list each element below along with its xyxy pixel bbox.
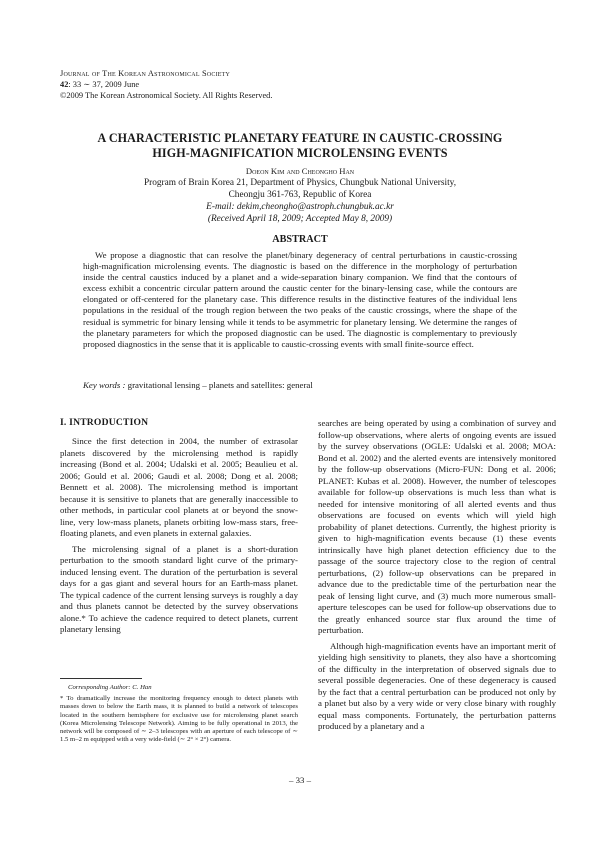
received-dates: (Received April 18, 2009; Accepted May 8, 2009) (207, 213, 393, 224)
affiliation-line-1: Program of Brain Korea 21, Department of Physics, Chungbuk National University, (143, 177, 457, 188)
journal-volume: 42 (60, 80, 69, 89)
journal-pages: : 33 ∼ 37, 2009 June (68, 80, 140, 89)
left-column (60, 436, 298, 636)
paragraph: Although high-magnification events have an important merit of yielding high sensitivity to planets, they also have a shortcoming of the difficulty in the interpretation of observed signals due to several possible degeneracies. One of these degeneracy is caused by the fact that a central perturbation can be produced not only by a planet but also by a very wide or very close binary with roughly equal mass components. Fortunately, the perturbation patterns produced by a planetary and a (318, 640, 556, 731)
author-email: E-mail: dekim,cheongho@astroph.chungbuk.ac.kr (206, 201, 394, 212)
author-block (50, 166, 550, 226)
affiliation-line-2: Cheongju 361-763, Republic of Korea (228, 189, 372, 200)
abstract-text: We propose a diagnostic that can resolve the planet/binary degeneracy of central perturbations in caustic-crossing high-magnification microlensing events. The diagnostic is based on the difference in the morphology of perturbation inside the central caustics induced by a planet and a wide-separation binary companion. We find that the contours of excess exhibit a concentric circular pattern around the caustic center for the binary-lensing case, while the contours are elongated or off-centered for the planetary case. This difference results in the distinctive features of the individual lens populations in the residual of the trough region between the two peaks of the caustic crossings, where the shape of the residual is symmetric for binary lensing while it tends to be asymmetric for planetary lensing. We determine the ranges of the planetary parameters for which the proposed diagnostic can be used. The diagnostic is complementary to previously proposed diagnostics in the sense that it is applicable to caustic-crossing events with small finite-source effect. (83, 250, 517, 349)
corresponding-author-note: Corresponding Author: C. Han (68, 684, 152, 691)
keywords-label: Key words : (83, 380, 126, 390)
keywords-text: gravitational lensing – planets and satellites: general (127, 380, 313, 390)
journal-header (60, 68, 272, 101)
footnote-text: * To dramatically increase the monitoring frequency enough to detect planets with masses down to below the Earth mass, it is planned to build a network of telescopes located in the southern hemisphere for exclusive use for microlensing planet search (Korea Microlensing Telescope Network). Aiming to be fully operational in 2013, the network will be composed of ∼ 2–3 telescopes with an aperture of each telescope of ∼ 1.5 m–2 m equipped with a very wide-field (∼ 2° × 2°) camera. (60, 695, 298, 744)
paragraph: Since the first detection in 2004, the number of extrasolar planets discovered by the microlensing method is rapidly increasing (Bond et al. 2004; Udalski et al. 2005; Beaulieu et al. 2006; Gould et al. 2006; Gaudi et al. 2008; Dong et al. 2008; Bennett et al. 2008). The microlensing method is important because it is sensitive to planets that are generally inaccessible to other methods, in particular cool planets at or beyond the snow-line, very low-mass planets, planets orbiting low-mass stars, free-floating planets, and even planets in external galaxies. (60, 436, 298, 538)
journal-volume-line (60, 79, 272, 90)
journal-copyright: ©2009 The Korean Astronomical Society. All Rights Reserved. (60, 91, 273, 100)
paragraph: searches are being operated by using a combination of survey and follow-up observations, where alerts of ongoing events are issued by the survey observations (OGLE: Udalski et al. 2008; MOA: Bond et al. 2002) and the alerted events are intensively monitored by the follow-up observations (Micro-FUN: Dong et al. 2006; PLANET: Kubas et al. 2008). However, the number of telescopes available for follow-up observations is much less than what is needed for intensive monitoring of all alerted events and thus observations are focused on events which will yield high probability of planet detections. Currently, the highest priority is given to high-magnification events because (1) these events intrinsically have high planet detection efficiency due to the passage of the source trajectory close to the region of central perturbations, (2) follow-up observations can be prepared in advance due to the predictable time of the perturbation near the peak of lensing light curve, and (3) much more numerous small-aperture telescopes can be used for follow-up observations due to the greatly enhanced source star flux around the time of perturbation. (318, 418, 556, 635)
paper-title (50, 131, 550, 161)
keywords (83, 380, 523, 390)
title-line-1: A CHARACTERISTIC PLANETARY FEATURE IN CAUSTIC-CROSSING (97, 131, 503, 145)
author-names: Doeon Kim and Cheongho Han (245, 166, 355, 176)
paragraph: The microlensing signal of a planet is a short-duration perturbation to the smooth standard light curve of the primary-induced lensing event. The duration of the perturbation is several days for a gas giant and several hours for an Earth-mass planet. The typical cadence of the current lensing surveys is roughly a day and thus planets cannot be detected by the survey observations alone.* To achieve the cadence required to detect planets, current planetary lensing (60, 543, 298, 634)
section-heading: I. INTRODUCTION (60, 417, 149, 428)
journal-name: Journal of The Korean Astronomical Society (60, 69, 231, 78)
abstract-heading: ABSTRACT (272, 234, 328, 245)
footnote-rule (60, 678, 142, 679)
title-line-2: HIGH-MAGNIFICATION MICROLENSING EVENTS (152, 146, 448, 160)
right-column (318, 418, 556, 733)
page-number: – 33 – (289, 775, 311, 785)
